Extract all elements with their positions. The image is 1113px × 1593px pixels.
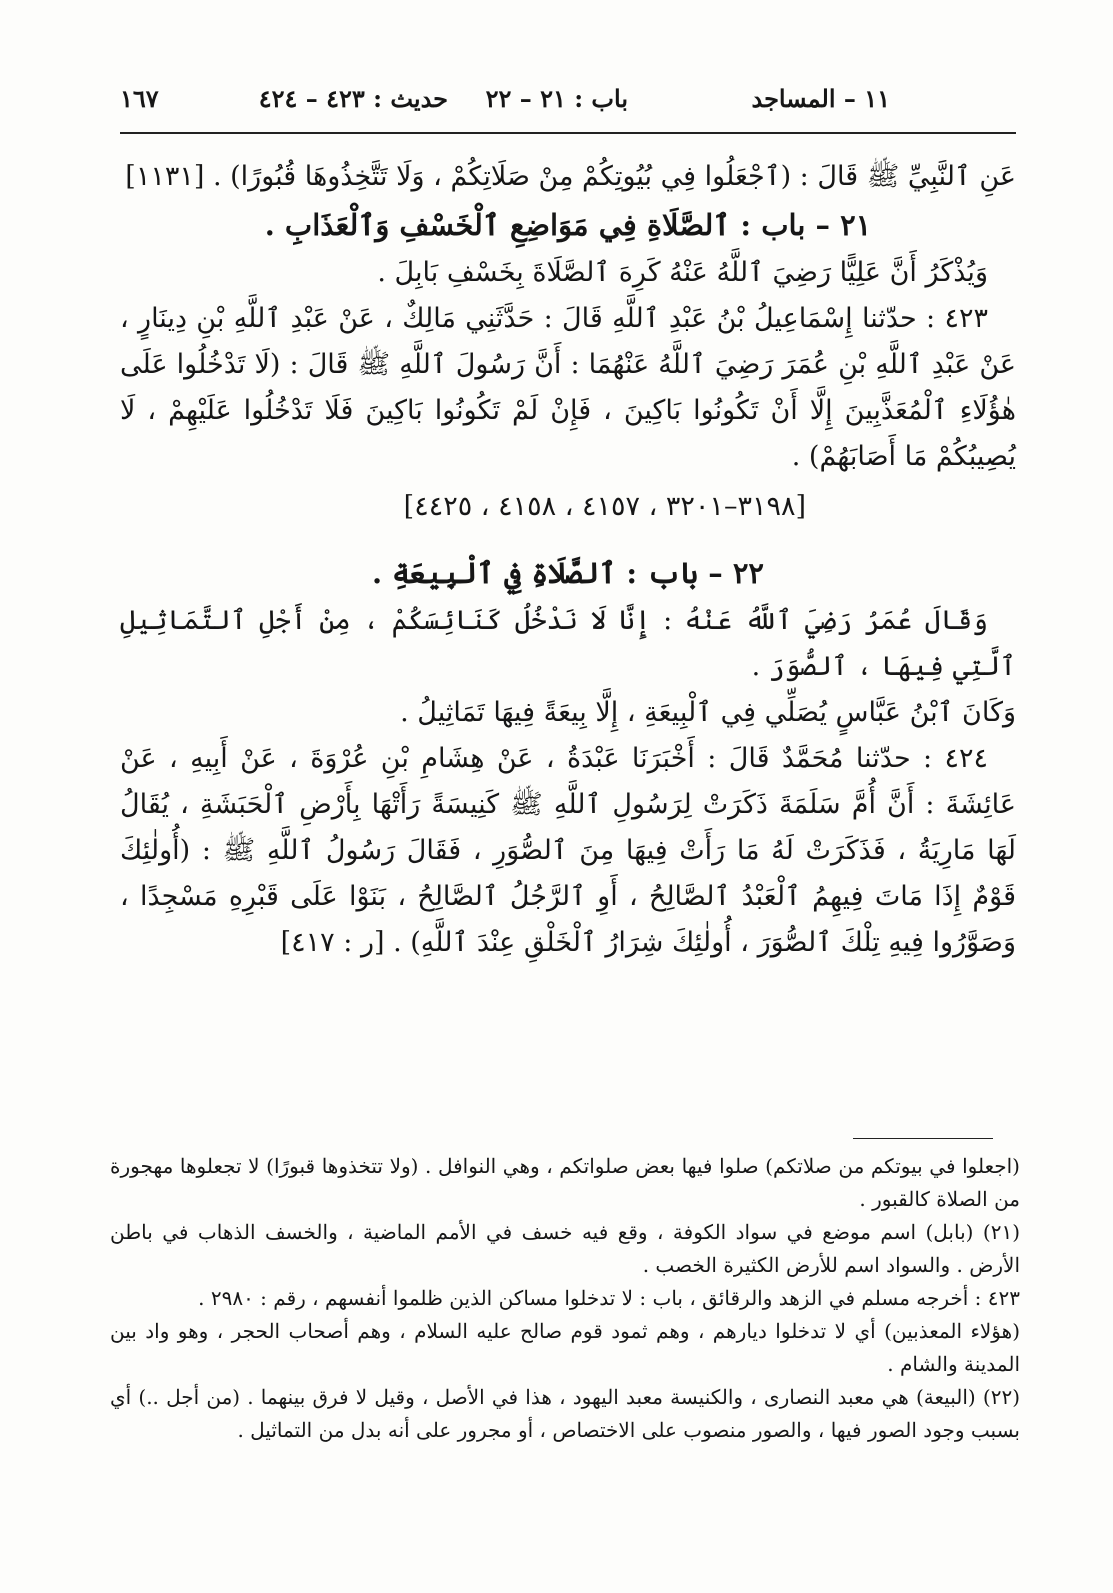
spacer (120, 530, 1016, 548)
footnote-4: (هؤلاء المعذبين) أي لا تدخلوا ديارهم ، وهم ثمود قوم صالح عليه السلام ، وهم أصحاب الحجر ، وهو واد بين المدينة والشام . (110, 1319, 1020, 1376)
bab-21-title: ٢١ – باب : ٱلصَّلَاةِ فِي مَوَاضِعِ ٱلْخَسْفِ وَٱلْعَذَابِ . (264, 208, 872, 242)
bab-22-text-2: وَكَانَ ٱبْنُ عَبَّاسٍ يُصَلِّي فِي ٱلْبِيعَةِ ، إِلَّا بِيعَةً فِيهَا تَمَاثِيلُ . (400, 697, 1016, 728)
footnote-1: (اجعلوا في بيوتكم من صلاتكم) صلوا فيها بعض صلواتكم ، وهي النوافل . (ولا تتخذوها قبورًا) لا تجعلوها مهجورة من الصلاة كالقبور . (110, 1154, 1020, 1211)
bab-21-text: وَيُذْكَرُ أَنَّ عَلِيًّا رَضِيَ ٱللَّهُ عَنْهُ كَرِهَ ٱلصَّلَاةَ بِخَسْفِ بَابِلَ . (377, 257, 988, 288)
footnotes (110, 1150, 1020, 1447)
hadith-range: حديث : ٤٢٣ – ٤٢٤ (258, 84, 448, 113)
bab-22-text-1: وَقَالَ عُمَرُ رَضِيَ ٱللَّهُ عَنْهُ : إِنَّا لَا نَدْخُلُ كَنَائِسَكُمْ ، مِنْ أَجْلِ ٱلتَّمَاثِيلِ ٱلَّتِي فِيهَا ، ٱلصُّوَرَ . (120, 605, 1016, 682)
footnote-rule (853, 1138, 993, 1139)
main-text (120, 154, 1016, 966)
hadith-423: ٤٢٣ : حدّثنا إِسْمَاعِيلُ بْنُ عَبْدِ ٱللَّهِ قَالَ : حَدَّثَنِي مَالِكٌ ، عَنْ عَبْدِ ٱللَّهِ بْنِ دِينَارٍ ، عَنْ عَبْدِ ٱللَّهِ بْنِ عُمَرَ رَضِيَ ٱللَّهُ عَنْهُمَا : أَنَّ رَسُولَ ٱللَّهِ ﷺ قَالَ : (لَا تَدْخُلُوا عَلَى هٰؤُلَاءِ ٱلْمُعَذَّبِينَ إِلَّا أَنْ تَكُونُوا بَاكِينَ ، فَإِنْ لَمْ تَكُونُوا بَاكِينَ فَلَا تَدْخُلُوا عَلَيْهِمْ ، لَا يُصِيبُكُمْ مَا أَصَابَهُمْ) . (120, 303, 1016, 472)
header-rule (120, 132, 1016, 134)
footnote-5: (٢٢) (البيعة) هي معبد النصارى ، والكنيسة معبد اليهود ، هذا في الأصل ، وقيل لا فرق بينهما . (من أجل ..) أي بسبب وجود الصور فيها ، والصور منصوب على الاختصاص ، أو مجرور على أنه بدل من التماثيل . (110, 1385, 1020, 1442)
continuation-text: عَنِ ٱلنَّبِيِّ ﷺ قَالَ : (ٱجْعَلُوا فِي بُيُوتِكُمْ مِنْ صَلَاتِكُمْ ، وَلَا تَتَّخِذُوهَا قُبُورًا) . [١١٣١] (125, 161, 1016, 192)
page-number: ١٦٧ (120, 84, 159, 113)
footnote-2: (٢١) (بابل) اسم موضع في سواد الكوفة ، وقع فيه خسف في الأمم الماضية ، والخسف الذهاب في باطن الأرض . والسواد اسم للأرض الكثيرة الخصب . (110, 1220, 1020, 1277)
bab-range: باب : ٢١ – ٢٢ (485, 84, 628, 113)
hadith-423-refs: [٣١٩٨–٣٢٠١ ، ٤١٥٧ ، ٤١٥٨ ، ٤٤٢٥] (403, 491, 806, 522)
running-header (120, 78, 1020, 118)
hadith-424: ٤٢٤ : حدّثنا مُحَمَّدٌ قَالَ : أَخْبَرَنَا عَبْدَةُ ، عَنْ هِشَامِ بْنِ عُرْوَةَ ، عَنْ أَبِيهِ ، عَنْ عَائِشَةَ : أَنَّ أُمَّ سَلَمَةَ ذَكَرَتْ لِرَسُولِ ٱللَّهِ ﷺ كَنِيسَةً رَأَتْهَا بِأَرْضِ ٱلْحَبَشَةِ ، يُقَالُ لَهَا مَارِيَةُ ، فَذَكَرَتْ لَهُ مَا رَأَتْ فِيهَا مِنَ ٱلصُّوَرِ ، فَقَالَ رَسُولُ ٱللَّهِ ﷺ : (أُولٰئِكَ قَوْمٌ إِذَا مَاتَ فِيهِمُ ٱلْعَبْدُ ٱلصَّالِحُ ، أَوِ ٱلرَّجُلُ ٱلصَّالِحُ ، بَنَوْا عَلَى قَبْرِهِ مَسْجِدًا ، وَصَوَّرُوا فِيهِ تِلْكَ ٱلصُّوَرَ ، أُولٰئِكَ شِرَارُ ٱلْخَلْقِ عِنْدَ ٱللَّهِ) . [ر : ٤١٧] (120, 743, 1016, 958)
bab-22-title: ٢٢ – باب : ٱلصَّلَاةِ فِي ٱلْبِيعَةِ . (371, 556, 764, 590)
footnote-3: ٤٢٣ : أخرجه مسلم في الزهد والرقائق ، باب : لا تدخلوا مساكن الذين ظلموا أنفسهم ، رقم : ٢٩٨٠ . (198, 1286, 1020, 1310)
chapter-title: ١١ – المساجد (751, 84, 890, 113)
